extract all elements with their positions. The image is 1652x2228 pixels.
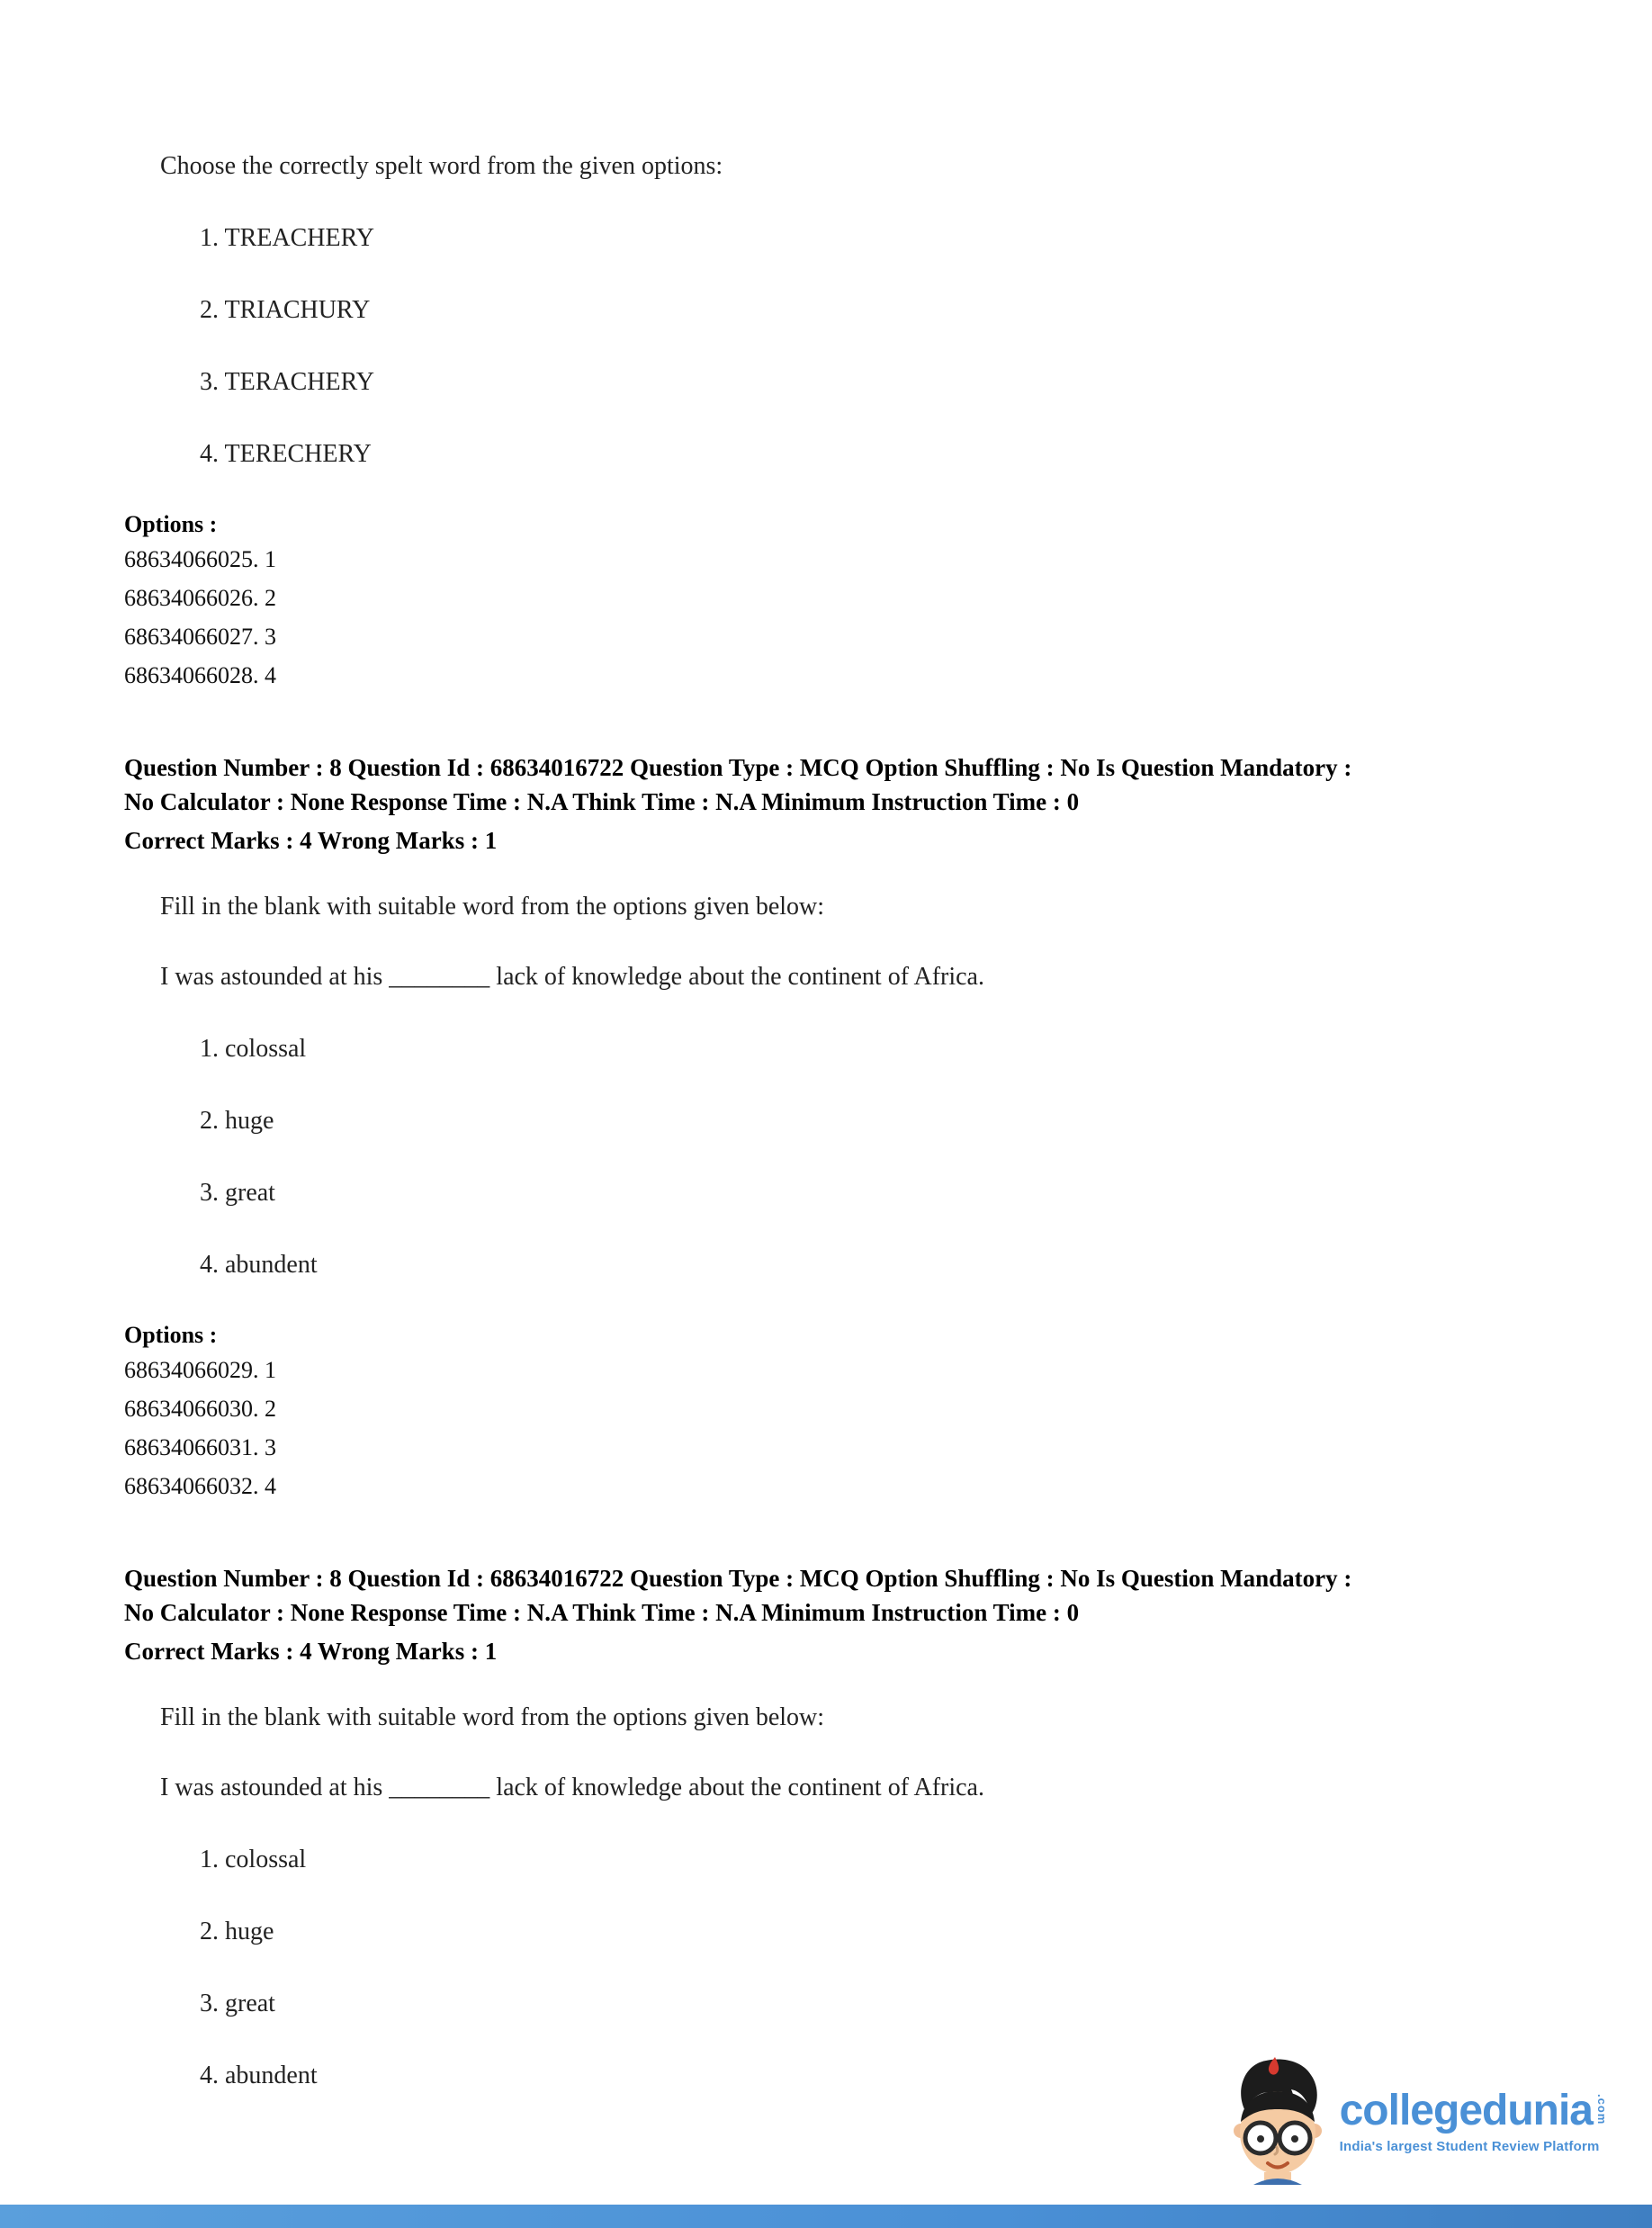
options-label: Options : xyxy=(124,511,218,537)
brand-wordmark: collegedunia xyxy=(1339,2086,1593,2134)
question-block-3 xyxy=(124,1561,1571,2091)
choice-option: 3. TERACHERY xyxy=(200,368,374,396)
choice-option: 1. TREACHERY xyxy=(200,224,374,252)
choice-option: 1. colossal xyxy=(200,1846,307,1873)
question-body: I was astounded at his ________ lack of knowledge about the continent of Africa. xyxy=(160,1774,984,1801)
option-id: 68634066026. 2 xyxy=(124,585,276,611)
choice-option: 1. colossal xyxy=(200,1035,307,1063)
option-id: 68634066030. 2 xyxy=(124,1396,276,1422)
options-label: Options : xyxy=(124,1322,218,1348)
mascot-icon xyxy=(1228,2053,1327,2188)
option-id: 68634066028. 4 xyxy=(124,662,276,688)
choice-option: 3. great xyxy=(200,1990,275,2017)
footer-bar xyxy=(0,2205,1652,2228)
brand-tagline: India's largest Student Review Platform xyxy=(1339,2138,1600,2154)
question-meta-line: Question Number : 8 Question Id : 68634016722 Question Type : MCQ Option Shuffling : No Is Question Mandatory : xyxy=(124,1565,1352,1592)
question-block-1 xyxy=(124,151,1571,695)
option-id: 68634066029. 1 xyxy=(124,1357,276,1383)
option-id: 68634066025. 1 xyxy=(124,546,276,572)
question-meta xyxy=(124,750,1571,858)
question-meta-line: Question Number : 8 Question Id : 68634016722 Question Type : MCQ Option Shuffling : No Is Question Mandatory : xyxy=(124,754,1352,781)
brand-text xyxy=(1339,2086,1609,2154)
option-id: 68634066027. 3 xyxy=(124,624,276,650)
question-prompt: Choose the correctly spelt word from the given options: xyxy=(160,152,723,180)
choice-option: 2. TRIACHURY xyxy=(200,296,371,324)
choice-option: 3. great xyxy=(200,1179,275,1207)
question-prompt: Fill in the blank with suitable word from the options given below: xyxy=(160,893,825,921)
marks-line: Correct Marks : 4 Wrong Marks : 1 xyxy=(124,827,498,854)
question-meta-line: No Calculator : None Response Time : N.A Think Time : N.A Minimum Instruction Time : 0 xyxy=(124,788,1080,815)
choice-option: 4. TERECHERY xyxy=(200,440,372,468)
choice-list xyxy=(200,1034,1571,1280)
choice-list xyxy=(200,223,1571,470)
option-id: 68634066032. 4 xyxy=(124,1473,276,1499)
option-id: 68634066031. 3 xyxy=(124,1434,276,1460)
question-meta-line: No Calculator : None Response Time : N.A Think Time : N.A Minimum Instruction Time : 0 xyxy=(124,1599,1080,1626)
brand-suffix: .com xyxy=(1595,2093,1609,2125)
marks-line: Correct Marks : 4 Wrong Marks : 1 xyxy=(124,1638,498,1665)
choice-option: 2. huge xyxy=(200,1107,274,1135)
question-block-2 xyxy=(124,750,1571,1505)
question-meta xyxy=(124,1561,1571,1668)
choice-option: 4. abundent xyxy=(200,1251,318,1279)
question-body: I was astounded at his ________ lack of knowledge about the continent of Africa. xyxy=(160,963,984,991)
choice-option: 4. abundent xyxy=(200,2062,318,2089)
question-prompt: Fill in the blank with suitable word from the options given below: xyxy=(160,1703,825,1731)
brand-logo xyxy=(1228,2053,1609,2188)
choice-option: 2. huge xyxy=(200,1918,274,1945)
